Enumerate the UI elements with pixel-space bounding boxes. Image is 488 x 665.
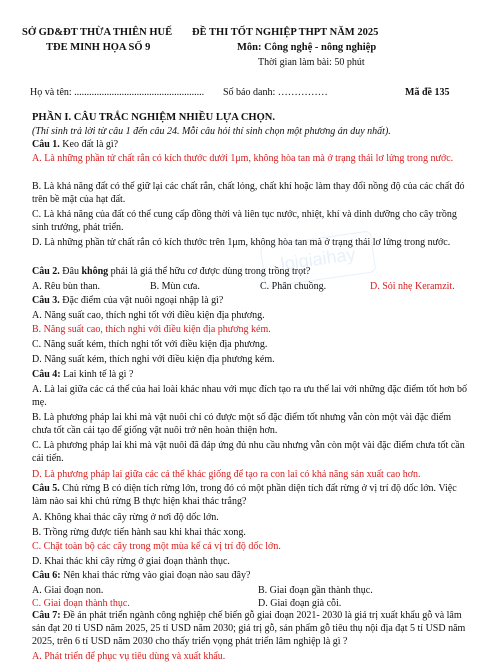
option-5d[interactable]: D. Khai thác khi cây rừng ở giai đoạn thành thục. [32,556,230,567]
question-4 [32,368,133,381]
part-instruction: (Thí sinh trả lời từ câu 1 đến câu 24. Mỗi câu hỏi thí sinh chọn một phương án duy nhất). [32,126,391,137]
question-3 [32,294,223,307]
option-3b[interactable]: B. Năng suất cao, thích nghi với điều kiện địa phương kém. [32,324,271,335]
option-2d[interactable]: D. Sỏi nhẹ Keramzit. [370,281,455,292]
option-3c[interactable]: C. Năng suất kém, thích nghi tốt với điều kiện địa phương. [32,339,268,350]
candidate-name-line: Họ và tên: .................................................... [30,87,205,98]
question-label: Câu 3. [32,295,60,306]
question-text: Lai kinh tế là gì ? [60,369,134,380]
option-5a[interactable]: A. Không khai thác cây rừng ở nơi độ dốc lớn. [32,512,219,523]
question-6 [32,569,250,582]
exam-title: ĐỀ THI TỐT NGHIỆP THPT NĂM 2025 [192,27,379,38]
option-1d[interactable]: D. Là những phần tử chất rắn có kích thước trên 1μm, không hòa tan mà ở trạng thái lơ lửng trong nước. [32,237,451,248]
option-5b[interactable]: B. Trồng rừng được tiến hành sau khi khai thác xong. [32,527,246,538]
question-text-pre: Đâu [59,266,82,277]
question-text: Keo đất là gì? [59,139,119,150]
option-7a[interactable]: A. Phát triển để phục vụ tiêu dùng và xuất khẩu. [32,651,226,662]
question-label: Câu 6: [32,570,61,581]
question-text: Đặc điểm của vật nuôi ngoại nhập là gì? [59,295,224,306]
question-text: Đề án phát triển ngành công nghiệp chế biến gỗ giai đoạn 2021- 2030 là giá trị xuất khẩu gỗ và lâm sản đạt 20 tỉ USD năm 2025, 25 tỉ USD năm 2030; giá trị gỗ, sản phẩm gỗ tiêu thụ nội địa đạt 5 tỉ USD năm 2025, trên 6 tỉ USD năm 2030 cho thấy triển vọng phát triển lâm nghiệp là gì ? [32,610,466,647]
exam-time: Thời gian làm bài: 50 phút [258,57,365,68]
question-label: Câu 2. [32,266,60,277]
question-label: Câu 5. [32,483,60,494]
question-5 [32,482,468,508]
candidate-id-line: Số báo danh: …………… [223,87,328,98]
sample-number: TĐE MINH HỌA SỐ 9 [46,42,151,53]
question-label: Câu 7: [32,610,61,621]
option-2c[interactable]: C. Phân chuồng. [260,281,327,292]
option-6c[interactable]: C. Giai đoạn thành thục. [32,598,130,609]
question-text-post: phải là giá thể hữu cơ được dùng trong trồng trọt? [108,266,311,277]
option-4a[interactable]: A. Là lai giữa các cá thể của hai loài khác nhau với mục đích tạo ra ưu thế lai với những đặc điểm tốt hơn bố mẹ. [32,384,468,408]
option-6d[interactable]: D. Giai đoạn già cỗi. [258,598,342,609]
dept-name: SỞ GD&ĐT THỪA THIÊN HUẾ [22,27,173,38]
question-text: Nên khai thác rừng vào giai đoạn nào sau đây? [60,570,251,581]
question-label: Câu 4: [32,369,61,380]
option-1a[interactable]: A. Là những phần tử chất rắn có kích thước dưới 1μm, không hòa tan mà ở trạng thái lơ lửng trong nước. [32,153,454,164]
option-1b[interactable]: B. Là khả năng đất có thể giữ lại các chất rắn, chất lỏng, chất khí hoặc làm thay đổi nồng độ của các chất đó trên bề mặt của hạt đất. [32,181,465,205]
question-text-bold: không [81,266,109,277]
exam-code: Mã đề 135 [405,87,450,98]
question-text: Chủ rừng B có diện tích rừng lớn, trong đó có một phần diện tích đất rừng ở vị trí độ dốc lớn. Việc làm nào sai khi chủ rừng B thực hiện khai thác trắng? [32,483,457,507]
subject: Môn: Công nghệ - nông nghiệp [237,42,377,53]
option-3d[interactable]: D. Năng suất kém, thích nghi với điều kiện địa phương kém. [32,354,275,365]
option-3a[interactable]: A. Năng suất cao, thích nghi tốt với điều kiện địa phương. [32,310,265,321]
watermark-logo: loigiaihay [260,230,377,287]
part-title: PHẦN I. CÂU TRẮC NGHIỆM NHIỀU LỰA CHỌN. [32,112,275,123]
option-2b[interactable]: B. Mùn cưa. [150,281,200,292]
option-6a[interactable]: A. Giai đoạn non. [32,585,104,596]
question-1 [32,138,118,151]
option-6b[interactable]: B. Giai đoạn gần thành thục. [258,585,373,596]
question-label: Câu 1. [32,139,60,150]
option-2a[interactable]: A. Rêu bùn than. [32,281,101,292]
option-5c[interactable]: C. Chặt toàn bộ các cây trong một mùa kế cả vị trí độ dốc lớn. [32,541,281,552]
option-4b[interactable]: B. Là phương pháp lai khi mà vật nuôi chỉ có được một số đặc điểm tốt nhưng vẫn còn một vài đặc điểm chưa tốt cần cải tạo để giống vật nuôi trở nên hoàn thiện hơn. [32,412,451,436]
option-4d[interactable]: D. Là phương pháp lai giữa các cá thể khác giống để tạo ra con lai có khả năng sản xuất cao hơn. [32,469,421,480]
question-7 [32,609,468,648]
option-1c[interactable]: C. Là khả năng của đất có thể cung cấp đồng thời và liên tục nước, nhiệt, khí và dinh dưỡng cho cây trồng sinh trưởng, phát triển. [32,209,457,233]
option-4c[interactable]: C. Là phương pháp lai khi mà vật nuôi đã đáp ứng đủ nhu cầu nhưng vẫn còn một vài đặc điểm chưa tốt cần cải tiến. [32,440,465,464]
